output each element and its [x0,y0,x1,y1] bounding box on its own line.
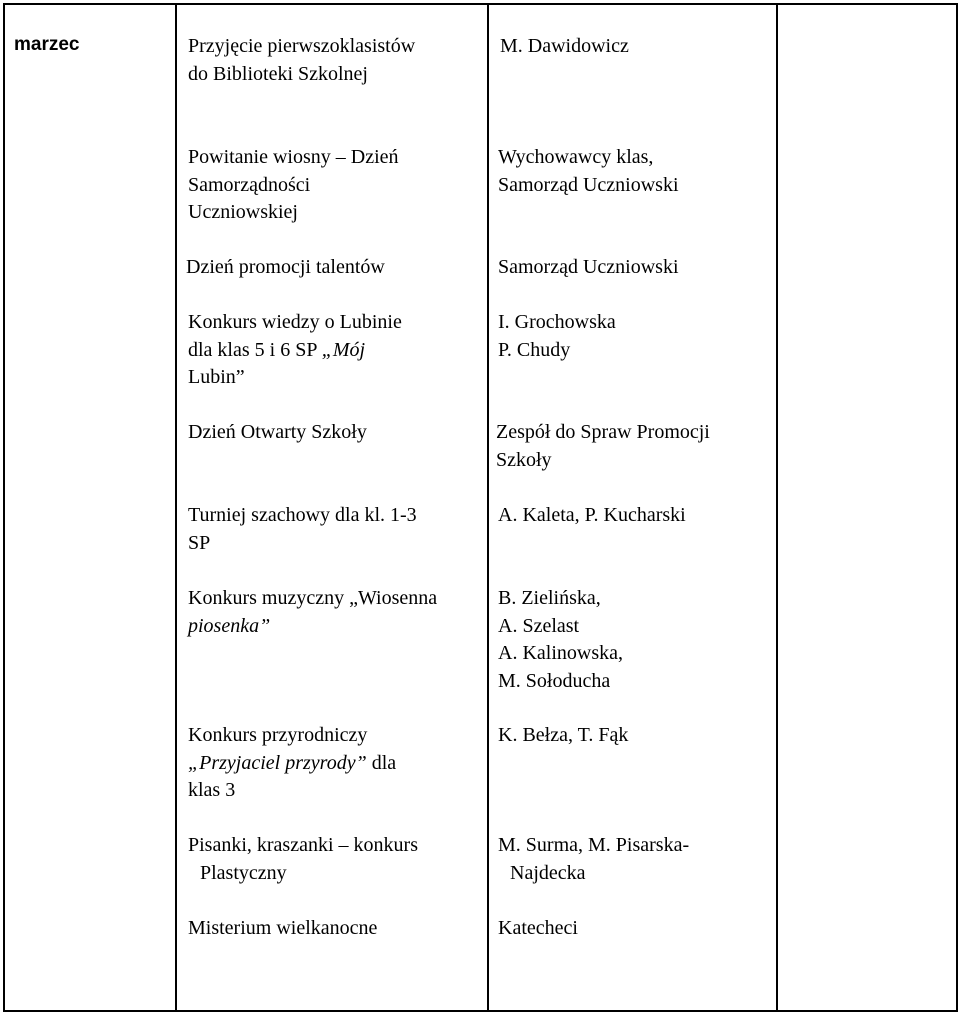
column-divider-3 [776,3,778,1012]
event-6: Turniej szachowy dla kl. 1-3 SP [188,504,417,554]
responsible-8: K. Bełza, T. Fąk [498,724,629,746]
responsible-3: Samorząd Uczniowski [498,256,679,278]
month-label: marzec [14,34,80,55]
table-bottom-border [3,1010,958,1012]
responsible-5: Zespół do Spraw Promocji Szkoły [496,421,710,471]
event-1: Przyjęcie pierwszoklasistów do Biblioteki Szkolnej [188,35,416,85]
event-9: Pisanki, kraszanki – konkurs Plastyczny [188,834,418,884]
event-8: Konkurs przyrodniczy „Przyjaciel przyrody” dla klas 3 [188,724,397,801]
responsible-7: B. Zielińska, A. Szelast A. Kalinowska, M. Sołoducha [498,587,623,692]
event-2: Powitanie wiosny – Dzień Samorządności Uczniowskiej [188,146,399,223]
responsible-1: M. Dawidowicz [500,35,629,57]
responsible-2: Wychowawcy klas, Samorząd Uczniowski [498,146,679,196]
event-4: Konkurs wiedzy o Lubinie dla klas 5 i 6 SP „Mój Lubin” [188,311,402,388]
event-3: Dzień promocji talentów [186,256,385,278]
responsible-4: I. Grochowska P. Chudy [498,311,616,361]
table-border-left [3,3,5,1012]
table-border-right [956,3,958,1012]
event-10: Misterium wielkanocne [188,917,378,939]
responsible-9: M. Surma, M. Pisarska- Najdecka [498,834,690,884]
event-7: Konkurs muzyczny „Wiosenna piosenka” [188,587,438,637]
event-5: Dzień Otwarty Szkoły [188,421,367,443]
column-divider-2 [487,3,489,1012]
responsible-10: Katecheci [498,917,578,939]
responsible-6: A. Kaleta, P. Kucharski [498,504,686,526]
column-divider-1 [175,3,177,1012]
table-top-border [3,3,958,5]
